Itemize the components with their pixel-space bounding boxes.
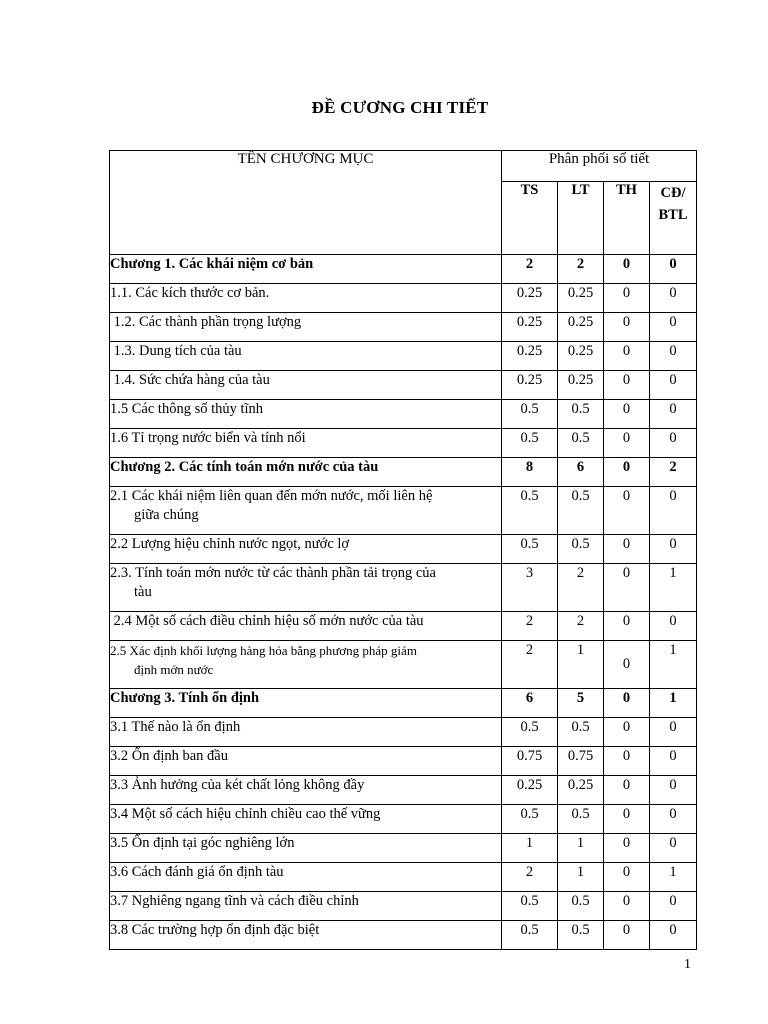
cell-th: 0: [604, 641, 650, 689]
cell-lt: 0.5: [558, 718, 604, 747]
header-period-distribution: Phân phối số tiết: [502, 151, 697, 182]
section-title: 2.4 Một số cách điều chỉnh hiệu số mớn nước của tàu: [110, 613, 424, 629]
table-row: [110, 400, 697, 429]
cell-ts: 8: [502, 458, 558, 487]
cell-th: 0: [604, 313, 650, 342]
cell-section-name: [110, 400, 502, 429]
header-ts: TS: [502, 182, 558, 255]
cell-lt: 0.5: [558, 892, 604, 921]
cell-ts: 0.25: [502, 371, 558, 400]
cell-cd: 0: [650, 313, 697, 342]
cell-lt: 5: [558, 689, 604, 718]
cell-section-name: [110, 255, 502, 284]
section-title: 3.5 Ổn định tại góc nghiêng lớn: [110, 835, 295, 851]
cell-th: 0: [604, 892, 650, 921]
cell-th: 0: [604, 487, 650, 535]
cell-cd: 0: [650, 834, 697, 863]
cell-cd: 1: [650, 564, 697, 612]
cell-ts: 0.5: [502, 400, 558, 429]
cell-th: 0: [604, 564, 650, 612]
section-title: Chương 3. Tính ổn định: [110, 690, 260, 706]
cell-th: 0: [604, 863, 650, 892]
chapter-row: [110, 458, 697, 487]
header-chapter-name: TÊN CHƯƠNG MỤC: [110, 151, 502, 255]
cell-th: 0: [604, 429, 650, 458]
cell-lt: 0.5: [558, 400, 604, 429]
cell-lt: 0.5: [558, 805, 604, 834]
cell-cd: 0: [650, 400, 697, 429]
cell-lt: 0.25: [558, 776, 604, 805]
section-title: 2.5 Xác định khối lượng hàng hóa bằng phương pháp giám: [110, 643, 417, 658]
cell-lt: 2: [558, 564, 604, 612]
table-row: [110, 313, 697, 342]
cell-ts: 3: [502, 564, 558, 612]
cell-ts: 1: [502, 834, 558, 863]
cell-ts: 2: [502, 863, 558, 892]
cell-lt: 0.25: [558, 284, 604, 313]
cell-ts: 0.5: [502, 487, 558, 535]
cell-ts: 0.25: [502, 284, 558, 313]
cell-section-name: [110, 487, 502, 535]
table-row: [110, 487, 697, 535]
cell-th: 0: [604, 718, 650, 747]
cell-lt: 1: [558, 834, 604, 863]
cell-cd: 0: [650, 371, 697, 400]
table-header: [110, 151, 697, 255]
chapter-row: [110, 689, 697, 718]
cell-th: 0: [604, 371, 650, 400]
syllabus-table: [109, 150, 697, 950]
section-title: Chương 1. Các khái niệm cơ bản: [110, 256, 314, 272]
section-title: 1.4. Sức chứa hàng của tàu: [110, 372, 270, 388]
cell-lt: 0.25: [558, 342, 604, 371]
cell-cd: 0: [650, 747, 697, 776]
cell-ts: 0.5: [502, 718, 558, 747]
table-row: [110, 747, 697, 776]
cell-th: 0: [604, 747, 650, 776]
section-title: 1.6 Tỉ trọng nước biển và tính nổi: [110, 430, 306, 446]
cell-cd: 0: [650, 284, 697, 313]
cell-ts: 0.5: [502, 921, 558, 950]
cell-th: 0: [604, 689, 650, 718]
cell-section-name: [110, 564, 502, 612]
cell-th: 0: [604, 921, 650, 950]
cell-ts: 0.5: [502, 535, 558, 564]
cell-th: 0: [604, 535, 650, 564]
cell-lt: 1: [558, 863, 604, 892]
cell-section-name: [110, 342, 502, 371]
cell-th: 0: [604, 805, 650, 834]
table-body: [110, 255, 697, 950]
table-row: [110, 805, 697, 834]
cell-lt: 0.75: [558, 747, 604, 776]
section-title: 3.8 Các trường hợp ổn định đặc biệt: [110, 922, 320, 938]
cell-ts: 0.75: [502, 747, 558, 776]
section-title: 3.4 Một số cách hiệu chỉnh chiều cao thế vững: [110, 806, 381, 822]
cell-cd: 1: [650, 641, 697, 689]
section-title: 3.6 Cách đánh giá ổn định tàu: [110, 864, 284, 880]
header-lt: LT: [558, 182, 604, 255]
cell-cd: 0: [650, 535, 697, 564]
cell-th: 0: [604, 255, 650, 284]
cell-ts: 2: [502, 641, 558, 689]
cell-lt: 0.5: [558, 429, 604, 458]
cell-ts: 0.5: [502, 892, 558, 921]
cell-section-name: [110, 747, 502, 776]
chapter-row: [110, 255, 697, 284]
section-title: 2.3. Tính toán mớn nước từ các thành phần tải trọng của: [110, 565, 436, 581]
cell-section-name: [110, 921, 502, 950]
cell-lt: 1: [558, 641, 604, 689]
cell-section-name: [110, 284, 502, 313]
cell-cd: 0: [650, 718, 697, 747]
cell-cd: 0: [650, 921, 697, 950]
section-title: 2.1 Các khái niệm liên quan đến mớn nước, mối liên hệ: [110, 488, 433, 504]
cell-lt: 0.5: [558, 921, 604, 950]
cell-section-name: [110, 718, 502, 747]
section-title: Chương 2. Các tính toán mớn nước của tàu: [110, 459, 379, 475]
cell-section-name: [110, 429, 502, 458]
cell-th: 0: [604, 284, 650, 313]
section-title: 1.3. Dung tích của tàu: [110, 343, 242, 359]
table-row: [110, 718, 697, 747]
cell-section-name: [110, 834, 502, 863]
cell-lt: 0.5: [558, 487, 604, 535]
section-title: 3.7 Nghiêng ngang tĩnh và cách điều chỉnh: [110, 893, 359, 909]
section-title: 3.2 Ổn định ban đầu: [110, 748, 228, 764]
cell-ts: 6: [502, 689, 558, 718]
cell-th: 0: [604, 458, 650, 487]
cell-section-name: [110, 805, 502, 834]
cell-section-name: [110, 776, 502, 805]
document-title: ĐỀ CƯƠNG CHI TIẾT: [311, 98, 489, 117]
cell-ts: 0.25: [502, 776, 558, 805]
section-title: 3.3 Ảnh hưởng của két chất lỏng không đầy: [110, 777, 365, 793]
table-row: [110, 612, 697, 641]
section-title: 1.1. Các kích thước cơ bản.: [110, 285, 270, 301]
cell-cd: 0: [650, 487, 697, 535]
cell-cd: 0: [650, 429, 697, 458]
table-row: [110, 371, 697, 400]
section-title-continued: định mớn nước: [134, 662, 214, 677]
page-number: 1: [684, 957, 691, 972]
table-row: [110, 342, 697, 371]
cell-lt: 0.25: [558, 313, 604, 342]
cell-cd: 0: [650, 776, 697, 805]
table-row: [110, 564, 697, 612]
header-th: TH: [604, 182, 650, 255]
section-title: 1.2. Các thành phần trọng lượng: [110, 314, 302, 330]
section-title: 3.1 Thế nào là ổn định: [110, 719, 241, 735]
cell-section-name: [110, 689, 502, 718]
cell-cd: 2: [650, 458, 697, 487]
cell-th: 0: [604, 342, 650, 371]
table-row: [110, 535, 697, 564]
header-cd-btl-text: CĐ/BTL: [658, 185, 688, 223]
cell-section-name: [110, 641, 502, 689]
table-row: [110, 284, 697, 313]
cell-section-name: [110, 863, 502, 892]
cell-lt: 6: [558, 458, 604, 487]
section-title: 1.5 Các thông số thủy tĩnh: [110, 401, 264, 417]
cell-cd: 0: [650, 255, 697, 284]
table-row: [110, 921, 697, 950]
cell-section-name: [110, 313, 502, 342]
section-title: 2.2 Lượng hiệu chỉnh nước ngọt, nước lợ: [110, 536, 350, 552]
cell-th: 0: [604, 400, 650, 429]
cell-lt: 0.5: [558, 535, 604, 564]
cell-section-name: [110, 371, 502, 400]
table-row: [110, 892, 697, 921]
cell-th: 0: [604, 834, 650, 863]
table-row: [110, 429, 697, 458]
cell-ts: 0.25: [502, 313, 558, 342]
cell-cd: 0: [650, 892, 697, 921]
cell-ts: 0.5: [502, 429, 558, 458]
cell-ts: 0.25: [502, 342, 558, 371]
cell-ts: 2: [502, 612, 558, 641]
cell-section-name: [110, 458, 502, 487]
cell-lt: 2: [558, 255, 604, 284]
cell-cd: 0: [650, 342, 697, 371]
cell-cd: 0: [650, 805, 697, 834]
cell-cd: 1: [650, 863, 697, 892]
table-row: [110, 776, 697, 805]
cell-cd: 1: [650, 689, 697, 718]
table-row: [110, 641, 697, 689]
cell-lt: 0.25: [558, 371, 604, 400]
header-cd-btl: [650, 182, 697, 255]
cell-section-name: [110, 892, 502, 921]
cell-ts: 0.5: [502, 805, 558, 834]
cell-section-name: [110, 612, 502, 641]
table-row: [110, 834, 697, 863]
cell-ts: 2: [502, 255, 558, 284]
section-title-continued: tàu: [134, 584, 152, 600]
table-row: [110, 863, 697, 892]
cell-th: 0: [604, 612, 650, 641]
section-title-continued: giữa chúng: [134, 507, 199, 523]
cell-cd: 0: [650, 612, 697, 641]
cell-section-name: [110, 535, 502, 564]
cell-lt: 2: [558, 612, 604, 641]
cell-th: 0: [604, 776, 650, 805]
